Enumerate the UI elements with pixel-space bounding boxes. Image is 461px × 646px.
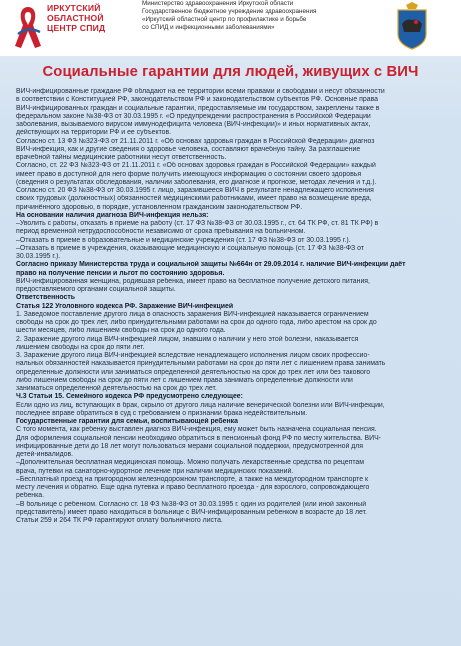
org-line: ЦЕНТР СПИД: [47, 23, 106, 33]
text-line: лишением свободы на срок до пяти лет.: [16, 343, 145, 351]
text-line: (сведения о результатах обследования, наличии заболевания, его диагнозе и прогнозе, методах лечения и т.д.).: [16, 178, 377, 186]
text-line: –Бесплатный проезд на пригородном железнодорожном транспорте, а также на междугородном транспорте к: [16, 475, 369, 483]
section-heading: право на получение пенсии и льгот по состоянию здоровья.: [16, 269, 225, 277]
text-line: определенные должности или заниматься определенной деятельностью на срок до трех лет или без такового: [16, 368, 371, 376]
text-line: ребенка.: [16, 492, 45, 500]
text-line: ВИЧ-инфицированные граждане РФ обладают на ее территории всеми правами и свободами и несут обязанности: [16, 88, 385, 95]
text-line: –Дополнительная бесплатная медицинская помощь. Можно получать лекарственные средства по рецептам: [16, 459, 364, 467]
section-heading: Ч.3 Статьи 15. Семейного кодекса РФ предусмотрено следующее:: [16, 393, 243, 401]
text-line: последнее вправе обратиться в суд с требованием о признании брака недействительным.: [16, 409, 308, 417]
text-line: имеет право в доступной для него форме получить имеющуюся информацию о состоянии своего здоровья: [16, 170, 362, 178]
organization-name: [47, 3, 135, 49]
text-line: своих трудовых (должностных) обязанностей медицинскими работниками, имеет право на возмещение вреда,: [16, 195, 372, 203]
section-heading: На основании наличия диагноза ВИЧ-инфекция нельзя:: [16, 211, 209, 219]
article-body: [16, 88, 450, 525]
text-line: –В больнице с ребенком. Согласно ст. 18 ФЗ №38-ФЗ от 30.03.1995 г. один из родителей (или иной законный: [16, 500, 367, 508]
text-line: свободы на срок до трех лет, либо принудительными работами на срок до одного года, либо арестом на срок до: [16, 319, 377, 326]
text-line: –Отказать в приеме в образовательные и медицинские учреждения (ст. 17 ФЗ №38-ФЗ от 30.03.1995 г.).: [16, 236, 351, 244]
text-line: заниматься определенной деятельностью на срок до трех лет.: [16, 385, 217, 392]
text-line: врачебной тайны медицинские работники несут ответственность.: [16, 154, 227, 161]
text-line: либо лишением свободы на срок до пяти лет с лишением права занимать определенные должности или: [16, 376, 353, 384]
text-line: ВИЧ-инфекция, как и другие сведения о здоровье человека, составляют врачебную тайну. За разглашение: [16, 145, 361, 153]
text-line: –Отказать в приеме в учреждения, оказывающие медицинскую и социальную помощь (ст. 17 ФЗ №38-ФЗ от: [16, 244, 364, 252]
text-line: 1. Заведомое поставление другого лица в опасность заражения ВИЧ-инфекцией наказывается ограничением: [16, 310, 369, 318]
section-heading: Согласно приказу Министерства труда и социальной защиты №664н от 29.09.2014 г. наличие ВИЧ-инфекции даёт: [16, 261, 406, 269]
ministry-line: Министерство здравоохранения Иркутской области: [142, 0, 294, 7]
text-line: Если одно из лиц, вступающих в брак, скрыло от другого лица наличие венерической болезни или ВИЧ-инфекции,: [16, 401, 385, 409]
header: [0, 0, 461, 56]
section-heading: Статья 122 Уголовного кодекса РФ. Заражение ВИЧ-инфекцией: [16, 302, 234, 310]
ministry-line: «Иркутский областной центр по профилактике и борьбе: [142, 15, 307, 23]
text-line: Согласно ст. 13 ФЗ №323-ФЗ от 21.11.2011 г. «Об основах здоровья граждан в Российской Федерации» диагноз: [16, 137, 375, 145]
text-line: 2. Заражение другого лица ВИЧ-инфекцией лицом, знавшим о наличии у него этой болезни, наказывается: [16, 335, 359, 343]
text-line: действующих на территории РФ и ее субъектов.: [16, 129, 172, 137]
text-line: 3. Заражение другого лица ВИЧ-инфекцией вследствие ненадлежащего исполнения лицом своих профессио-: [16, 352, 370, 359]
red-ribbon-icon: [10, 4, 46, 50]
text-line: Согласно, ст. 22 ФЗ №323-ФЗ от 21.11.2011 г. «Об основах здоровья граждан в Российской Федерации» каждый: [16, 162, 376, 170]
text-line: Для оформления социальной пенсии необходимо обратиться в пенсионный фонд РФ по месту жительства. ВИЧ-: [16, 434, 381, 442]
text-line: Статьи 259 и 264 ТК РФ гарантируют оплату больничного листа.: [16, 517, 223, 524]
text-line: инфицированные дети до 18 лет могут пользоваться мерами социальной поддержки, предусмотренной для: [16, 442, 364, 450]
text-line: С того момента, как ребенку выставлен диагноз ВИЧ-инфекция, ему может быть назначена социальная пенсия.: [16, 426, 377, 434]
text-line: причинённого здоровью, в порядке, установленном гражданским законодательством РФ.: [16, 203, 303, 211]
section-heading: Государственные гарантии для семьи, воспитывающей ребенка: [16, 418, 238, 425]
text-line: детей-инвалидов.: [16, 451, 74, 458]
section-heading: Ответственность: [16, 294, 75, 302]
org-line: ОБЛАСТНОЙ: [47, 13, 104, 23]
text-line: заболевания, вызываемого вирусом иммунодефицита человека (ВИЧ-инфекции)» и иных нормативных актах,: [16, 121, 371, 128]
ministry-block: [142, 0, 364, 50]
text-line: шести месяцев, либо лишением свободы на срок до одного года.: [16, 327, 226, 335]
regional-coat-of-arms-icon: [370, 2, 454, 52]
text-line: –Уволить с работы, отказать в приеме на работу (ст. 17 ФЗ №38-ФЗ от 30.03.1995 г., ст. 64 ТК РФ, ст. 81 ТК РФ) в: [16, 220, 379, 227]
text-line: предоставляемого органами социальной защиты.: [16, 286, 176, 293]
text-line: ВИЧ-инфицированная женщина, родившая ребенка, имеет право на бесплатное получение детского питания,: [16, 277, 370, 285]
text-line: период временной нетрудоспособности независимо от срока пребывания на больничном.: [16, 228, 306, 236]
page-title: Социальные гарантии для людей, живущих с ВИЧ: [42, 64, 419, 80]
ministry-line: со СПИД и инфекционными заболеваниями»: [142, 23, 275, 31]
text-line: врача, путевки на санаторно-курортное лечение при наличии медицинских показаний.: [16, 467, 294, 475]
text-line: в соответствии с Конституцией РФ, законодательством РФ и законодательством субъектов РФ. Основные права: [16, 96, 378, 104]
text-line: Согласно ст. 20 ФЗ №38-ФЗ от 30.03.1995 г. лицо, заразившееся ВИЧ в результате ненадлежащего исполнения: [16, 187, 374, 194]
text-line: нальных обязанностей наказывается принудительными работами на срок до пяти лет с лишением права занимать: [16, 360, 386, 368]
text-line: федеральном законе №38-ФЗ от 30.03.1995 г. «О предупреждении распространения в Российской Федерации: [16, 112, 371, 120]
org-line: ИРКУТСКИЙ: [47, 3, 101, 13]
text-line: ВИЧ-инфицированных граждан и социальные гарантии, предоставляемые им государством, закреплены также в: [16, 104, 380, 112]
text-line: представитель) имеет право находиться в больнице с ВИЧ-инфицированным ребенком в возрасте до 18 лет.: [16, 508, 367, 516]
text-line: 30.03.1995 г.).: [16, 253, 61, 260]
text-line: месту лечения и обратно. Еще одна путевка и право бесплатного проезда - для взрослого, сопровождающего: [16, 484, 370, 491]
ministry-line: Государственное бюджетное учреждение здравоохранения: [142, 7, 317, 15]
